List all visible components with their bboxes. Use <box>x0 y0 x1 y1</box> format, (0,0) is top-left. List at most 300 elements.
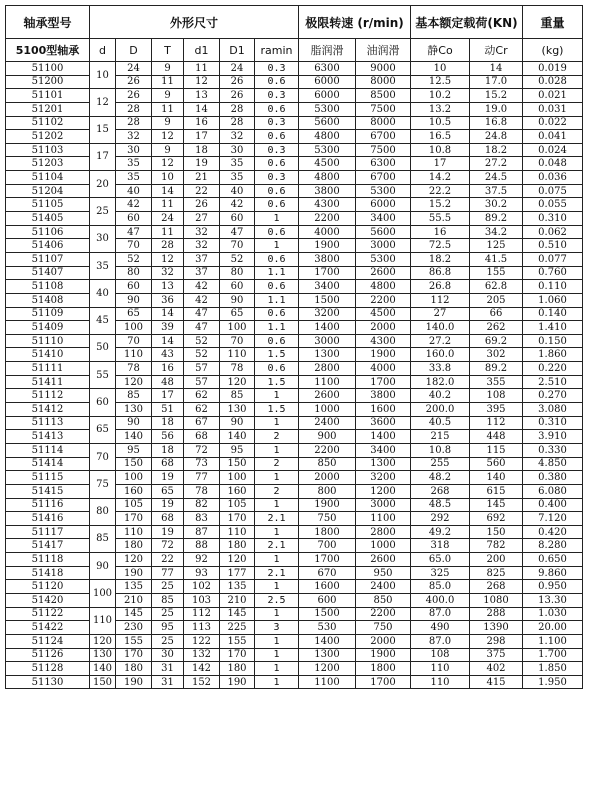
cell-T: 9 <box>152 89 184 103</box>
cell-grease-speed: 2600 <box>299 389 356 403</box>
cell-D1: 35 <box>220 157 255 171</box>
cell-oil-speed: 5600 <box>356 225 411 239</box>
cell-static-load: 87.0 <box>411 634 470 648</box>
cell-d: 100 <box>90 580 116 607</box>
cell-weight: 0.062 <box>523 225 583 239</box>
cell-static-load: 215 <box>411 430 470 444</box>
cell-T: 18 <box>152 443 184 457</box>
cell-d: 60 <box>90 389 116 416</box>
table-row <box>6 334 583 348</box>
cell-ramin: 2 <box>255 484 299 498</box>
cell-D: 32 <box>116 130 152 144</box>
cell-d1: 27 <box>184 212 220 226</box>
cell-T: 22 <box>152 553 184 567</box>
cell-D1: 135 <box>220 580 255 594</box>
cell-model: 51407 <box>6 266 90 280</box>
cell-static-load: 72.5 <box>411 239 470 253</box>
cell-d1: 87 <box>184 525 220 539</box>
cell-grease-speed: 1500 <box>299 293 356 307</box>
cell-model: 51116 <box>6 498 90 512</box>
cell-static-load: 325 <box>411 566 470 580</box>
table-row <box>6 116 583 130</box>
cell-ramin: 1.5 <box>255 403 299 417</box>
table-row <box>6 580 583 594</box>
cell-ramin: 1.1 <box>255 293 299 307</box>
cell-d1: 16 <box>184 116 220 130</box>
table-row <box>6 143 583 157</box>
cell-model: 51410 <box>6 348 90 362</box>
cell-oil-speed: 1300 <box>356 457 411 471</box>
cell-static-load: 17 <box>411 157 470 171</box>
cell-D1: 180 <box>220 539 255 553</box>
cell-oil-speed: 3000 <box>356 239 411 253</box>
cell-D1: 90 <box>220 416 255 430</box>
cell-weight: 0.310 <box>523 212 583 226</box>
cell-d1: 13 <box>184 89 220 103</box>
cell-D1: 60 <box>220 280 255 294</box>
cell-weight: 0.055 <box>523 198 583 212</box>
cell-D1: 225 <box>220 621 255 635</box>
cell-D1: 145 <box>220 607 255 621</box>
cell-T: 25 <box>152 607 184 621</box>
cell-oil-speed: 3600 <box>356 416 411 430</box>
cell-d1: 103 <box>184 593 220 607</box>
cell-weight: 13.30 <box>523 593 583 607</box>
cell-ramin: 0.6 <box>255 102 299 116</box>
cell-oil-speed: 6300 <box>356 157 411 171</box>
cell-D: 100 <box>116 471 152 485</box>
cell-T: 16 <box>152 362 184 376</box>
cell-model: 51200 <box>6 75 90 89</box>
table-row <box>6 62 583 76</box>
cell-oil-speed: 6000 <box>356 198 411 212</box>
cell-model: 51101 <box>6 89 90 103</box>
table-row <box>6 389 583 403</box>
cell-oil-speed: 3000 <box>356 498 411 512</box>
cell-d: 15 <box>90 116 116 143</box>
cell-d1: 78 <box>184 484 220 498</box>
sub-weight-unit: (kg) <box>523 39 583 62</box>
cell-d: 120 <box>90 634 116 648</box>
cell-model: 51112 <box>6 389 90 403</box>
cell-T: 56 <box>152 430 184 444</box>
cell-T: 51 <box>152 403 184 417</box>
cell-D: 26 <box>116 89 152 103</box>
cell-oil-speed: 2200 <box>356 293 411 307</box>
cell-d1: 19 <box>184 157 220 171</box>
cell-weight: 3.080 <box>523 403 583 417</box>
cell-grease-speed: 1700 <box>299 266 356 280</box>
cell-D1: 105 <box>220 498 255 512</box>
cell-D: 150 <box>116 457 152 471</box>
cell-grease-speed: 1300 <box>299 348 356 362</box>
cell-oil-speed: 4300 <box>356 334 411 348</box>
cell-weight: 0.330 <box>523 443 583 457</box>
cell-T: 19 <box>152 471 184 485</box>
cell-static-load: 10 <box>411 62 470 76</box>
cell-dynamic-load: 415 <box>470 675 523 689</box>
cell-static-load: 40.2 <box>411 389 470 403</box>
cell-T: 43 <box>152 348 184 362</box>
cell-model: 51106 <box>6 225 90 239</box>
cell-ramin: 1 <box>255 212 299 226</box>
cell-ramin: 1 <box>255 498 299 512</box>
table-row <box>6 198 583 212</box>
cell-model: 51115 <box>6 471 90 485</box>
cell-T: 68 <box>152 457 184 471</box>
cell-ramin: 1 <box>255 580 299 594</box>
cell-dynamic-load: 782 <box>470 539 523 553</box>
cell-d: 80 <box>90 498 116 525</box>
cell-ramin: 0.6 <box>255 252 299 266</box>
cell-grease-speed: 6300 <box>299 62 356 76</box>
cell-D1: 47 <box>220 225 255 239</box>
cell-D1: 24 <box>220 62 255 76</box>
cell-D1: 155 <box>220 634 255 648</box>
cell-grease-speed: 5300 <box>299 143 356 157</box>
cell-ramin: 1 <box>255 648 299 662</box>
cell-d1: 142 <box>184 662 220 676</box>
table-row <box>6 443 583 457</box>
cell-dynamic-load: 1080 <box>470 593 523 607</box>
cell-d1: 52 <box>184 334 220 348</box>
sub-d1: d1 <box>184 39 220 62</box>
cell-d: 70 <box>90 443 116 470</box>
cell-weight: 0.140 <box>523 307 583 321</box>
cell-static-load: 268 <box>411 484 470 498</box>
cell-dynamic-load: 15.2 <box>470 89 523 103</box>
cell-model: 51104 <box>6 171 90 185</box>
table-row <box>6 471 583 485</box>
cell-grease-speed: 1700 <box>299 553 356 567</box>
cell-grease-speed: 2400 <box>299 416 356 430</box>
cell-dynamic-load: 89.2 <box>470 212 523 226</box>
cell-D: 190 <box>116 675 152 689</box>
cell-model: 51406 <box>6 239 90 253</box>
cell-model: 51102 <box>6 116 90 130</box>
cell-oil-speed: 9000 <box>356 62 411 76</box>
cell-T: 14 <box>152 184 184 198</box>
cell-weight: 1.700 <box>523 648 583 662</box>
cell-D: 28 <box>116 116 152 130</box>
cell-d1: 68 <box>184 430 220 444</box>
cell-static-load: 55.5 <box>411 212 470 226</box>
cell-D: 80 <box>116 266 152 280</box>
cell-static-load: 10.8 <box>411 443 470 457</box>
cell-D: 210 <box>116 593 152 607</box>
cell-T: 72 <box>152 539 184 553</box>
cell-weight: 1.100 <box>523 634 583 648</box>
table-row <box>6 252 583 266</box>
cell-d1: 14 <box>184 102 220 116</box>
cell-dynamic-load: 19.0 <box>470 102 523 116</box>
cell-dynamic-load: 108 <box>470 389 523 403</box>
cell-model: 51202 <box>6 130 90 144</box>
cell-d1: 122 <box>184 634 220 648</box>
cell-d1: 47 <box>184 321 220 335</box>
cell-d1: 52 <box>184 348 220 362</box>
cell-d: 10 <box>90 62 116 89</box>
cell-oil-speed: 1400 <box>356 430 411 444</box>
cell-D1: 150 <box>220 457 255 471</box>
table-row <box>6 607 583 621</box>
cell-ramin: 1.5 <box>255 375 299 389</box>
cell-ramin: 0.3 <box>255 62 299 76</box>
cell-D: 47 <box>116 225 152 239</box>
cell-oil-speed: 1600 <box>356 403 411 417</box>
cell-T: 13 <box>152 280 184 294</box>
cell-grease-speed: 750 <box>299 512 356 526</box>
cell-d: 35 <box>90 252 116 279</box>
cell-weight: 4.850 <box>523 457 583 471</box>
cell-d: 75 <box>90 471 116 498</box>
cell-d1: 67 <box>184 416 220 430</box>
cell-dynamic-load: 155 <box>470 266 523 280</box>
cell-D: 135 <box>116 580 152 594</box>
cell-model: 51420 <box>6 593 90 607</box>
header-weight: 重量 <box>523 6 583 39</box>
cell-D1: 110 <box>220 348 255 362</box>
cell-T: 24 <box>152 212 184 226</box>
cell-D1: 28 <box>220 102 255 116</box>
cell-dynamic-load: 288 <box>470 607 523 621</box>
cell-ramin: 0.3 <box>255 171 299 185</box>
cell-static-load: 26.8 <box>411 280 470 294</box>
cell-T: 95 <box>152 621 184 635</box>
cell-static-load: 140.0 <box>411 321 470 335</box>
table-row <box>6 675 583 689</box>
cell-D: 90 <box>116 293 152 307</box>
cell-D: 155 <box>116 634 152 648</box>
cell-d1: 42 <box>184 280 220 294</box>
cell-weight: 0.036 <box>523 171 583 185</box>
cell-oil-speed: 3200 <box>356 471 411 485</box>
cell-weight: 1.950 <box>523 675 583 689</box>
cell-oil-speed: 1100 <box>356 512 411 526</box>
cell-static-load: 48.5 <box>411 498 470 512</box>
cell-oil-speed: 5300 <box>356 252 411 266</box>
cell-grease-speed: 5300 <box>299 102 356 116</box>
table-row <box>6 280 583 294</box>
cell-static-load: 112 <box>411 293 470 307</box>
cell-d1: 113 <box>184 621 220 635</box>
cell-weight: 0.019 <box>523 62 583 76</box>
cell-d: 130 <box>90 648 116 662</box>
cell-static-load: 16 <box>411 225 470 239</box>
cell-grease-speed: 900 <box>299 430 356 444</box>
cell-D: 100 <box>116 321 152 335</box>
cell-d1: 12 <box>184 75 220 89</box>
cell-grease-speed: 1600 <box>299 580 356 594</box>
cell-T: 68 <box>152 512 184 526</box>
cell-T: 77 <box>152 566 184 580</box>
cell-grease-speed: 3400 <box>299 280 356 294</box>
sub-d: d <box>90 39 116 62</box>
cell-model: 51128 <box>6 662 90 676</box>
table-row <box>6 662 583 676</box>
cell-T: 9 <box>152 143 184 157</box>
cell-dynamic-load: 69.2 <box>470 334 523 348</box>
header-model: 轴承型号 <box>6 6 90 39</box>
cell-weight: 0.077 <box>523 252 583 266</box>
cell-dynamic-load: 145 <box>470 498 523 512</box>
cell-grease-speed: 1200 <box>299 662 356 676</box>
cell-grease-speed: 1400 <box>299 634 356 648</box>
cell-D: 110 <box>116 525 152 539</box>
cell-ramin: 2.5 <box>255 593 299 607</box>
cell-oil-speed: 950 <box>356 566 411 580</box>
cell-model: 51412 <box>6 403 90 417</box>
cell-D: 230 <box>116 621 152 635</box>
cell-weight: 6.080 <box>523 484 583 498</box>
cell-oil-speed: 1800 <box>356 662 411 676</box>
cell-T: 9 <box>152 116 184 130</box>
cell-d1: 92 <box>184 553 220 567</box>
cell-d: 110 <box>90 607 116 634</box>
cell-weight: 0.310 <box>523 416 583 430</box>
cell-grease-speed: 1400 <box>299 321 356 335</box>
cell-ramin: 0.6 <box>255 198 299 212</box>
cell-static-load: 85.0 <box>411 580 470 594</box>
cell-static-load: 22.2 <box>411 184 470 198</box>
cell-oil-speed: 3800 <box>356 389 411 403</box>
cell-D: 30 <box>116 143 152 157</box>
table-row <box>6 498 583 512</box>
cell-D1: 180 <box>220 662 255 676</box>
cell-static-load: 15.2 <box>411 198 470 212</box>
cell-d1: 88 <box>184 539 220 553</box>
cell-dynamic-load: 89.2 <box>470 362 523 376</box>
cell-grease-speed: 1300 <box>299 648 356 662</box>
cell-D1: 160 <box>220 484 255 498</box>
cell-T: 19 <box>152 525 184 539</box>
cell-ramin: 2 <box>255 430 299 444</box>
cell-D: 40 <box>116 184 152 198</box>
cell-grease-speed: 2000 <box>299 471 356 485</box>
cell-oil-speed: 1700 <box>356 675 411 689</box>
cell-model: 51413 <box>6 430 90 444</box>
cell-D1: 85 <box>220 389 255 403</box>
cell-d: 150 <box>90 675 116 689</box>
cell-oil-speed: 5300 <box>356 184 411 198</box>
cell-T: 31 <box>152 662 184 676</box>
cell-weight: 8.280 <box>523 539 583 553</box>
table-row <box>6 362 583 376</box>
cell-weight: 9.860 <box>523 566 583 580</box>
cell-model: 51203 <box>6 157 90 171</box>
cell-grease-speed: 600 <box>299 593 356 607</box>
cell-weight: 20.00 <box>523 621 583 635</box>
cell-grease-speed: 2200 <box>299 212 356 226</box>
cell-d1: 57 <box>184 375 220 389</box>
cell-weight: 0.950 <box>523 580 583 594</box>
cell-dynamic-load: 14 <box>470 62 523 76</box>
cell-d1: 62 <box>184 389 220 403</box>
cell-grease-speed: 1900 <box>299 239 356 253</box>
cell-d1: 18 <box>184 143 220 157</box>
cell-D1: 170 <box>220 648 255 662</box>
cell-weight: 0.022 <box>523 116 583 130</box>
cell-weight: 0.150 <box>523 334 583 348</box>
cell-grease-speed: 700 <box>299 539 356 553</box>
cell-oil-speed: 1700 <box>356 375 411 389</box>
cell-D: 52 <box>116 252 152 266</box>
cell-D1: 28 <box>220 116 255 130</box>
cell-ramin: 0.6 <box>255 75 299 89</box>
cell-model: 51411 <box>6 375 90 389</box>
cell-D: 160 <box>116 484 152 498</box>
cell-static-load: 182.0 <box>411 375 470 389</box>
cell-oil-speed: 8000 <box>356 116 411 130</box>
cell-dynamic-load: 17.0 <box>470 75 523 89</box>
cell-weight: 0.041 <box>523 130 583 144</box>
cell-D1: 120 <box>220 553 255 567</box>
cell-D: 26 <box>116 75 152 89</box>
cell-D1: 95 <box>220 443 255 457</box>
cell-weight: 0.021 <box>523 89 583 103</box>
cell-static-load: 10.5 <box>411 116 470 130</box>
cell-ramin: 2.1 <box>255 539 299 553</box>
cell-D: 60 <box>116 212 152 226</box>
cell-D1: 100 <box>220 471 255 485</box>
cell-D1: 210 <box>220 593 255 607</box>
cell-D1: 130 <box>220 403 255 417</box>
cell-D: 90 <box>116 416 152 430</box>
cell-weight: 0.031 <box>523 102 583 116</box>
cell-oil-speed: 4000 <box>356 362 411 376</box>
cell-dynamic-load: 125 <box>470 239 523 253</box>
cell-oil-speed: 1200 <box>356 484 411 498</box>
cell-grease-speed: 6000 <box>299 75 356 89</box>
cell-grease-speed: 1500 <box>299 607 356 621</box>
cell-d1: 17 <box>184 130 220 144</box>
sub-static-load: 静Co <box>411 39 470 62</box>
cell-D: 24 <box>116 62 152 76</box>
cell-weight: 3.910 <box>523 430 583 444</box>
cell-static-load: 490 <box>411 621 470 635</box>
cell-dynamic-load: 66 <box>470 307 523 321</box>
cell-D1: 70 <box>220 334 255 348</box>
cell-d: 65 <box>90 416 116 443</box>
cell-d: 45 <box>90 307 116 334</box>
cell-d: 40 <box>90 280 116 307</box>
sub-ramin: ramin <box>255 39 299 62</box>
cell-D1: 26 <box>220 75 255 89</box>
cell-ramin: 0.6 <box>255 130 299 144</box>
cell-D: 35 <box>116 171 152 185</box>
cell-d1: 22 <box>184 184 220 198</box>
cell-ramin: 1 <box>255 239 299 253</box>
cell-d1: 32 <box>184 239 220 253</box>
cell-D: 35 <box>116 157 152 171</box>
cell-weight: 1.850 <box>523 662 583 676</box>
cell-dynamic-load: 27.2 <box>470 157 523 171</box>
cell-D1: 100 <box>220 321 255 335</box>
cell-d1: 102 <box>184 580 220 594</box>
table-body <box>6 62 583 689</box>
cell-static-load: 27.2 <box>411 334 470 348</box>
cell-ramin: 2.1 <box>255 566 299 580</box>
cell-D: 145 <box>116 607 152 621</box>
cell-d1: 83 <box>184 512 220 526</box>
cell-grease-speed: 1100 <box>299 375 356 389</box>
cell-D: 120 <box>116 375 152 389</box>
cell-weight: 1.030 <box>523 607 583 621</box>
cell-D1: 65 <box>220 307 255 321</box>
cell-static-load: 318 <box>411 539 470 553</box>
cell-grease-speed: 6000 <box>299 89 356 103</box>
cell-oil-speed: 2800 <box>356 525 411 539</box>
